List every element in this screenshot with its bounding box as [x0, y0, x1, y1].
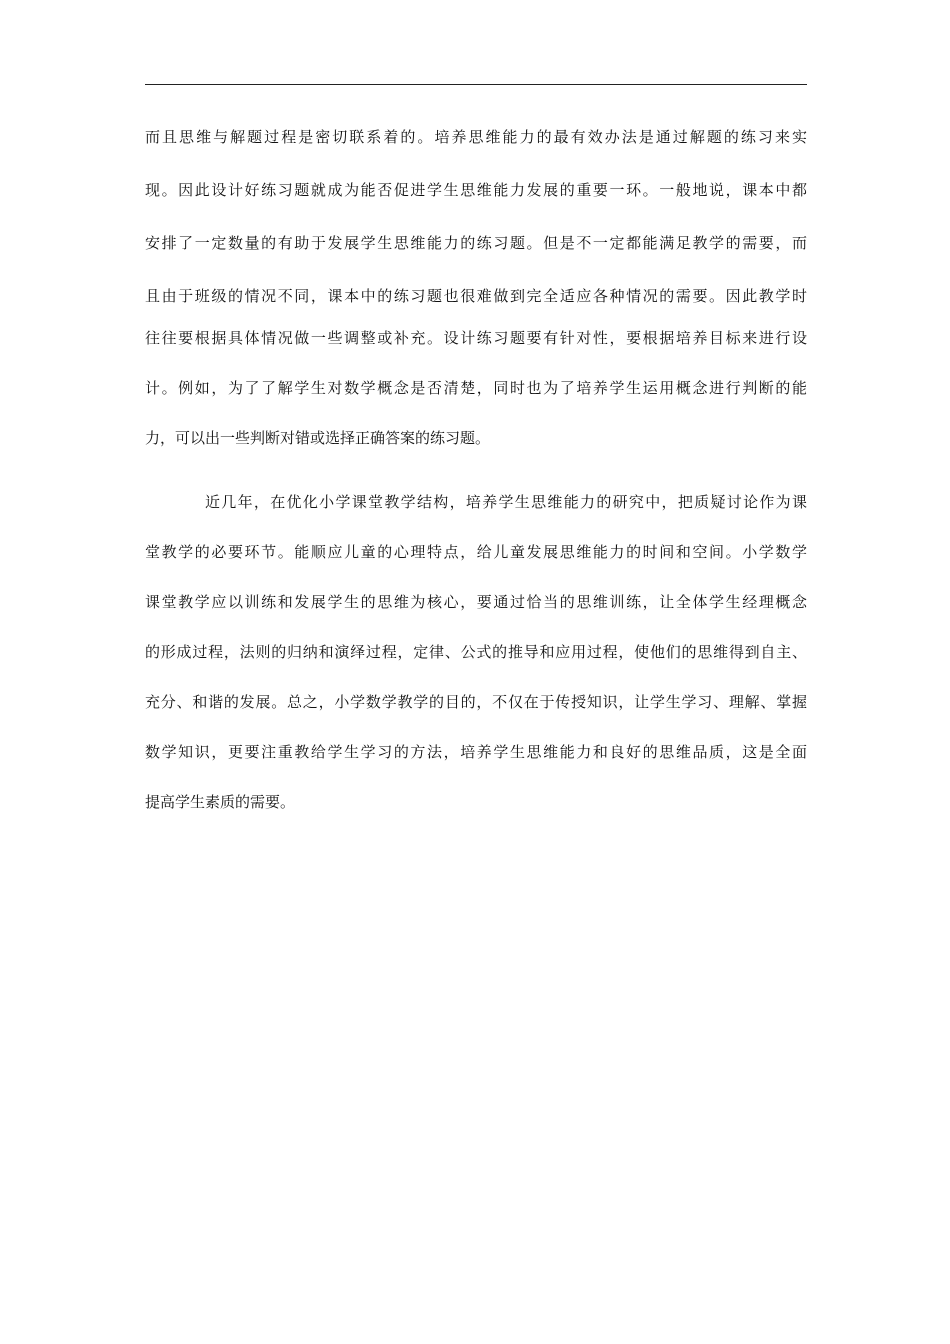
paragraph-2-line-6: 数学知识，更要注重教给学生学习的方法，培养学生思维能力和良好的思维品质，这是全面 — [145, 743, 807, 761]
paragraph-2-line-7: 提高学生素质的需要。 — [145, 793, 296, 811]
header-rule — [145, 84, 807, 85]
paragraph-1-line-7: 力，可以出一些判断对错或选择正确答案的练习题。 — [145, 429, 491, 447]
paragraph-1-line-5: 往往要根据具体情况做一些调整或补充。设计练习题要有针对性，要根据培养目标来进行设 — [145, 329, 807, 347]
paragraph-2-line-1: 近几年，在优化小学课堂教学结构，培养学生思维能力的研究中，把质疑讨论作为课 — [205, 493, 807, 511]
paragraph-2-line-4: 的形成过程，法则的归纳和演绎过程，定律、公式的推导和应用过程，使他们的思维得到自主、 — [145, 643, 807, 661]
paragraph-2-line-3: 课堂教学应以训练和发展学生的思维为核心，要通过恰当的思维训练，让全体学生经理概念 — [145, 593, 807, 611]
paragraph-1-line-3: 安排了一定数量的有助于发展学生思维能力的练习题。但是不一定都能满足教学的需要，而 — [145, 234, 807, 252]
paragraph-1-line-1: 而且思维与解题过程是密切联系着的。培养思维能力的最有效办法是通过解题的练习来实 — [145, 128, 807, 146]
paragraph-1-line-6: 计。例如，为了了解学生对数学概念是否清楚，同时也为了培养学生运用概念进行判断的能 — [145, 379, 807, 397]
paragraph-2-line-5: 充分、和谐的发展。总之，小学数学教学的目的，不仅在于传授知识，让学生学习、理解、掌握 — [145, 693, 807, 711]
paragraph-1-line-2: 现。因此设计好练习题就成为能否促进学生思维能力发展的重要一环。一般地说，课本中都 — [145, 181, 807, 199]
paragraph-2-line-2: 堂教学的必要环节。能顺应儿童的心理特点，给儿童发展思维能力的时间和空间。小学数学 — [145, 543, 807, 561]
paragraph-1-line-4: 且由于班级的情况不同，课本中的练习题也很难做到完全适应各种情况的需要。因此教学时 — [145, 287, 807, 305]
